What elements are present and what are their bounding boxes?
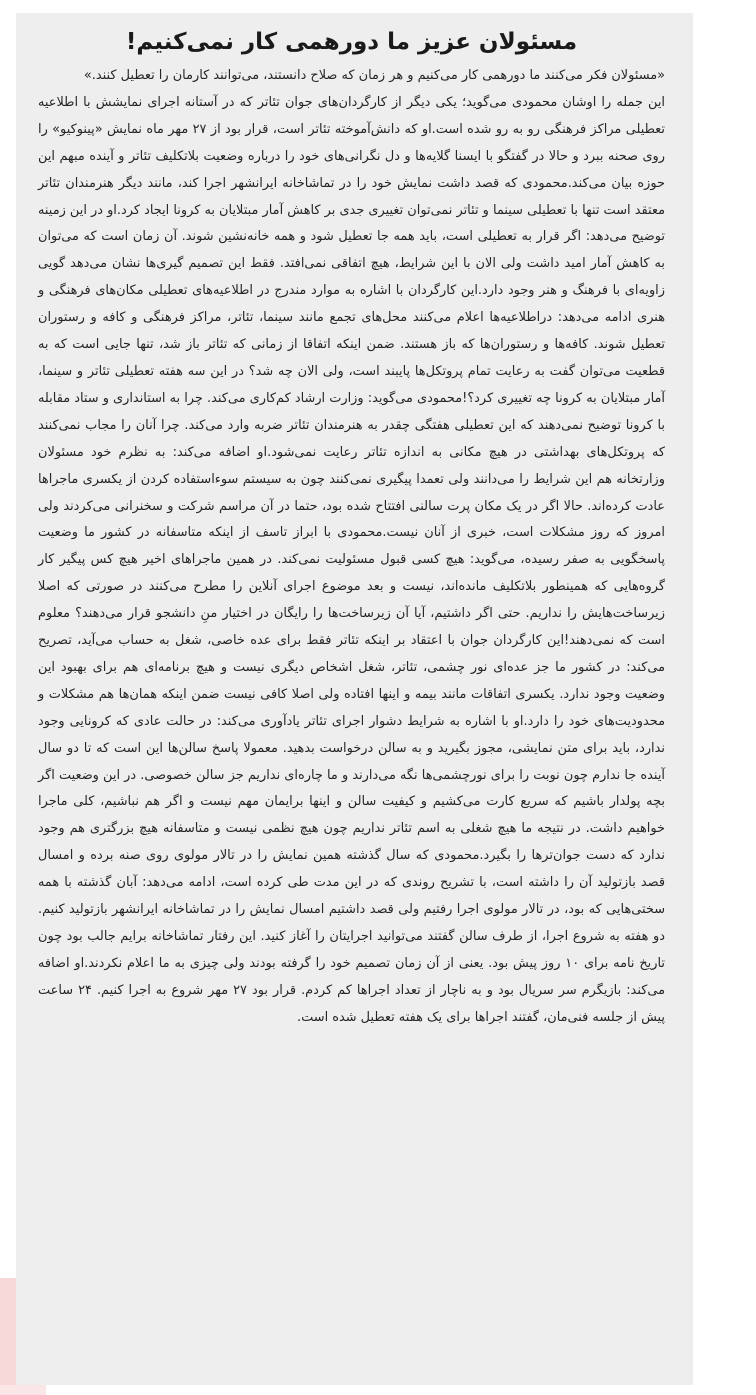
decorative-corner-tint <box>0 1385 46 1395</box>
article-title: مسئولان عزیز ما دورهمی کار نمی‌کنیم! <box>125 29 578 55</box>
article-panel <box>16 13 693 1385</box>
article-body-paragraph: این جمله را اوشان محمودی می‌گوید؛ یکی دیگر از کارگردان‌های جوان تئاتر که در آستانه اجرای نمایشش با اطلاعیه تعطیلی مراکز فرهنگی رو به رو شده است.او که دانش‌آموخته تئاتر است، قرار بود از ۲۷ مهر ماه نمایش «پینوکیو» را روی صحنه ببرد و حالا در گفتگو با ایسنا گلایه‌ها و دل نگرانی‌های خود را درباره وضعیت بلاتکلیف تئاتر و آینده مبهم این حوزه بیان می‌کند.محمودی که قصد داشت نمایش خود را در تماشاخانه ایرانشهر اجرا کند، مانند دیگر هنرمندان تئاتر معتقد است تنها با تعطیلی سینما و تئاتر نمی‌توان تغییری جدی بر کاهش آمار مبتلایان به کرونا ایجاد کرد.او در این زمینه توضیح می‌دهد: اگر قرار به تعطیلی است، باید همه جا تعطیل شود و همه خانه‌نشین شوند. آن زمان است که می‌توان به کاهش آمار امید داشت ولی الان با این شرایط، هیچ اتفاقی نمی‌افتد. فقط این تصمیم گیری‌ها نشان می‌دهد گویی زاویه‌ای با فرهنگ و هنر وجود دارد.این کارگردان با اشاره به موارد مندرج در اطلاعیه‌های تعطیلی مکان‌های فرهنگی و هنری ادامه می‌دهد: دراطلاعیه‌ها اعلام می‌کنند محل‌های تجمع مانند سینما، تئاتر، مراکز فرهنگی و کافه و رستوران تعطیل شوند. کافه‌ها و رستوران‌ها که باز هستند. ضمن اینکه اتفاقا از زمانی که تئاتر باز شد، تنها جایی است که به قطعیت می‌توان گفت به رعایت تمام پروتکل‌ها پایبند است، ولی الان چه شد؟ در این سه هفته تعطیلی تئاتر و سینما، آمار مبتلایان به کرونا چه تغییری کرد؟!محمودی می‌گوید: وزارت ارشاد کم‌کاری می‌کند. چرا به استانداری و ستاد مقابله با کرونا توضیح نمی‌دهند که این تعطیلی هفتگی چقدر به هنرمندان تئاتر ضربه وارد می‌کند. چرا آنان را مجاب نمی‌کنند که پروتکل‌های بهداشتی در هیچ مکانی به اندازه تئاتر رعایت نمی‌شود.او اضافه می‌کند: به نظرم خود مسئولان وزارتخانه هم این شرایط را می‌دانند ولی تعمدا پیگیری نمی‌کنند چون به سیستم سوءاستفاده کردن از یکسری ماجراها عادت کرده‌اند. حالا اگر در یک مکان پرت سالنی افتتاح شده بود، حتما در آن مراسم شرکت و سخنرانی می‌کردند ولی امروز که روز مشکلات است، خبری از آنان نیست.محمودی با ابراز تاسف از اینکه متاسفانه در کشور ما وضعیت پاسخگویی به صفر رسیده، می‌گوید: هیچ کسی قبول مسئولیت نمی‌کند. در همین ماجراهای اخیر هیچ کس پیگیر کار گروه‌هایی که همینطور بلاتکلیف مانده‌اند، نیست و بعد موضوع اجرای آنلاین را مطرح می‌کنند در صورتی که اصلا زیرساخت‌هایش را نداریم. حتی اگر داشتیم، آیا آن زیرساخت‌ها را رایگان در اختیار منِ دانشجو قرار می‌دهند؟ معلوم است که نمی‌دهند!این کارگردان جوان با اعتقاد بر اینکه تئاتر فقط برای عده خاصی، شغل به حساب می‌آید، تصریح می‌کند: در کشور ما جز عده‌ای نور چشمی، تئاتر، شغل اشخاص دیگری نیست و هیچ برنامه‌ای هم برای بهبود این وضعیت وجود ندارد. یکسری اتفاقات مانند بیمه و اینها افتاده ولی اصلا کافی نیست ضمن اینکه همان‌ها هم مشکلات و محدودیت‌های خود را دارد.او با اشاره به شرایط دشوار اجرای تئاتر یادآوری می‌کند: در حالت عادی که کرونایی وجود ندارد، باید برای متن نمایشی، مجوز بگیرید و به سالن درخواست بدهید. معمولا پاسخ سالن‌ها این است که تا دو سال آینده جا ندارم چون نوبت را برای نورچشمی‌ها نگه می‌دارند و ما چاره‌ای نداریم جز سالن خصوصی. در این وضعیت اگر بچه پولدار باشیم که سریع کارت می‌کشیم و کیفیت سالن و اینها برایمان مهم نیست و اگر هم نباشیم، کلی ماجرا خواهیم داشت. در نتیجه ما هیچ شغلی به اسم تئاتر نداریم چون هیچ نظمی نیست و متاسفانه هیچ بزرگتری هم وجود ندارد که دست جوان‌ترها را بگیرد.محمودی که سال گذشته همین نمایش را در تالار مولوی روی صنه برده و امسال قصد بازتولید آن را داشته است، با تشریح روندی که در این مدت طی کرده است، ادامه می‌دهد: آبان گذشته با همه سختی‌هایی که بود، در تالار مولوی اجرا رفتیم ولی قصد داشتیم امسال نمایش را در تماشاخانه ایرانشهر بازتولید کنیم. دو هفته به شروع اجرا، از طرف سالن گفتند می‌توانید اجرایتان را آغاز کنید. این رفتار تماشاخانه برایم جالب بود چون تاریخ نامه برای ۱۰ روز پیش بود. یعنی از آن زمان تصمیم خود را گرفته بودند ولی چیزی به ما اعلام نکردند.او اضافه می‌کند: بازیگرم سر سریال بود و به ناچار از تعداد اجراها کم کردم. قرار بود ۲۷ مهر شروع به اجرا کنیم. ۲۴ ساعت پیش از جلسه فنی‌مان، گفتند اجراها برای یک هفته تعطیل شده است. <box>38 94 665 1025</box>
decorative-side-bar <box>0 1278 16 1394</box>
article-lead-quote: «مسئولان فکر می‌کنند ما دورهمی کار می‌کنیم و هر زمان که صلاح دانستند، می‌توانند کارمان را تعطیل کنند.» <box>83 68 665 83</box>
